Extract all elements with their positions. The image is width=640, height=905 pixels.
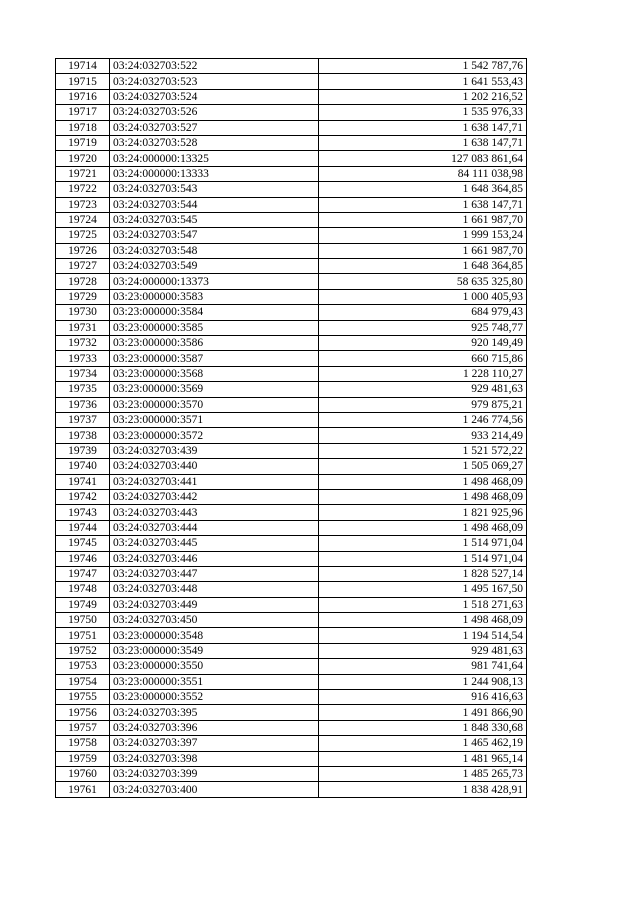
value-cell: 1 481 965,14 <box>319 751 527 766</box>
cadastral-number-cell: 03:24:032703:439 <box>110 443 319 458</box>
table-row <box>56 120 527 135</box>
value-cell: 1 638 147,71 <box>319 135 527 150</box>
table-row <box>56 135 527 150</box>
value-cell: 1 999 153,24 <box>319 228 527 243</box>
table-row <box>56 274 527 289</box>
row-number-cell: 19755 <box>56 690 110 705</box>
cadastral-number-cell: 03:24:032703:522 <box>110 59 319 74</box>
table-row <box>56 659 527 674</box>
cadastral-number-cell: 03:24:032703:443 <box>110 505 319 520</box>
cadastral-number-cell: 03:24:032703:547 <box>110 228 319 243</box>
cadastral-number-cell: 03:24:032703:528 <box>110 135 319 150</box>
row-number-cell: 19720 <box>56 151 110 166</box>
row-number-cell: 19734 <box>56 366 110 381</box>
cadastral-number-cell: 03:23:000000:3584 <box>110 305 319 320</box>
row-number-cell: 19727 <box>56 259 110 274</box>
row-number-cell: 19751 <box>56 628 110 643</box>
row-number-cell: 19748 <box>56 582 110 597</box>
cadastral-value-table <box>55 58 527 798</box>
table-row <box>56 105 527 120</box>
row-number-cell: 19725 <box>56 228 110 243</box>
row-number-cell: 19758 <box>56 736 110 751</box>
row-number-cell: 19726 <box>56 243 110 258</box>
value-cell: 929 481,63 <box>319 643 527 658</box>
value-cell: 84 111 038,98 <box>319 166 527 181</box>
value-cell: 1 661 987,70 <box>319 212 527 227</box>
table-row <box>56 582 527 597</box>
cadastral-number-cell: 03:23:000000:3583 <box>110 289 319 304</box>
value-cell: 1 638 147,71 <box>319 197 527 212</box>
value-cell: 1 535 976,33 <box>319 105 527 120</box>
cadastral-number-cell: 03:24:032703:440 <box>110 459 319 474</box>
table-row <box>56 566 527 581</box>
value-cell: 1 228 110,27 <box>319 366 527 381</box>
table-row <box>56 520 527 535</box>
cadastral-number-cell: 03:24:000000:13333 <box>110 166 319 181</box>
value-cell: 1 465 462,19 <box>319 736 527 751</box>
cadastral-number-cell: 03:24:032703:448 <box>110 582 319 597</box>
cadastral-number-cell: 03:23:000000:3569 <box>110 382 319 397</box>
row-number-cell: 19731 <box>56 320 110 335</box>
value-cell: 979 875,21 <box>319 397 527 412</box>
table-row <box>56 536 527 551</box>
cadastral-number-cell: 03:24:032703:450 <box>110 613 319 628</box>
cadastral-number-cell: 03:24:032703:441 <box>110 474 319 489</box>
value-cell: 929 481,63 <box>319 382 527 397</box>
table-row <box>56 212 527 227</box>
row-number-cell: 19742 <box>56 489 110 504</box>
row-number-cell: 19737 <box>56 412 110 427</box>
table-row <box>56 690 527 705</box>
value-cell: 1 194 514,54 <box>319 628 527 643</box>
value-cell: 684 979,43 <box>319 305 527 320</box>
table-row <box>56 628 527 643</box>
value-cell: 981 741,64 <box>319 659 527 674</box>
cadastral-number-cell: 03:24:032703:397 <box>110 736 319 751</box>
table-row <box>56 243 527 258</box>
cadastral-number-cell: 03:24:032703:449 <box>110 597 319 612</box>
table-row <box>56 366 527 381</box>
cadastral-number-cell: 03:23:000000:3548 <box>110 628 319 643</box>
table-row <box>56 643 527 658</box>
row-number-cell: 19718 <box>56 120 110 135</box>
value-cell: 1 514 971,04 <box>319 551 527 566</box>
table-row <box>56 259 527 274</box>
row-number-cell: 19724 <box>56 212 110 227</box>
cadastral-number-cell: 03:24:032703:523 <box>110 74 319 89</box>
row-number-cell: 19754 <box>56 674 110 689</box>
cadastral-number-cell: 03:24:032703:524 <box>110 89 319 104</box>
row-number-cell: 19752 <box>56 643 110 658</box>
table-body <box>56 59 527 798</box>
cadastral-number-cell: 03:24:032703:445 <box>110 536 319 551</box>
row-number-cell: 19741 <box>56 474 110 489</box>
cadastral-number-cell: 03:24:032703:446 <box>110 551 319 566</box>
table-row <box>56 166 527 181</box>
cadastral-number-cell: 03:23:000000:3551 <box>110 674 319 689</box>
row-number-cell: 19753 <box>56 659 110 674</box>
cadastral-number-cell: 03:23:000000:3549 <box>110 643 319 658</box>
value-cell: 1 498 468,09 <box>319 489 527 504</box>
row-number-cell: 19714 <box>56 59 110 74</box>
cadastral-number-cell: 03:24:032703:395 <box>110 705 319 720</box>
row-number-cell: 19729 <box>56 289 110 304</box>
value-cell: 1 498 468,09 <box>319 613 527 628</box>
value-cell: 1 521 572,22 <box>319 443 527 458</box>
cadastral-number-cell: 03:24:032703:399 <box>110 766 319 781</box>
value-cell: 1 518 271,63 <box>319 597 527 612</box>
table-row <box>56 705 527 720</box>
value-cell: 916 416,63 <box>319 690 527 705</box>
value-cell: 1 661 987,70 <box>319 243 527 258</box>
row-number-cell: 19756 <box>56 705 110 720</box>
value-cell: 660 715,86 <box>319 351 527 366</box>
cadastral-number-cell: 03:23:000000:3572 <box>110 428 319 443</box>
value-cell: 1 498 468,09 <box>319 474 527 489</box>
value-cell: 1 648 364,85 <box>319 182 527 197</box>
cadastral-number-cell: 03:24:032703:527 <box>110 120 319 135</box>
row-number-cell: 19723 <box>56 197 110 212</box>
row-number-cell: 19740 <box>56 459 110 474</box>
table-row <box>56 74 527 89</box>
value-cell: 1 495 167,50 <box>319 582 527 597</box>
row-number-cell: 19733 <box>56 351 110 366</box>
table-row <box>56 397 527 412</box>
table-row <box>56 613 527 628</box>
row-number-cell: 19759 <box>56 751 110 766</box>
cadastral-number-cell: 03:23:000000:3568 <box>110 366 319 381</box>
table-row <box>56 551 527 566</box>
row-number-cell: 19749 <box>56 597 110 612</box>
row-number-cell: 19750 <box>56 613 110 628</box>
table-row <box>56 474 527 489</box>
cadastral-number-cell: 03:24:032703:444 <box>110 520 319 535</box>
value-cell: 1 848 330,68 <box>319 720 527 735</box>
table-row <box>56 766 527 781</box>
table-row <box>56 305 527 320</box>
table-row <box>56 459 527 474</box>
cadastral-number-cell: 03:23:000000:3585 <box>110 320 319 335</box>
value-cell: 1 505 069,27 <box>319 459 527 474</box>
row-number-cell: 19728 <box>56 274 110 289</box>
table-row <box>56 751 527 766</box>
row-number-cell: 19717 <box>56 105 110 120</box>
table-row <box>56 151 527 166</box>
cadastral-number-cell: 03:23:000000:3550 <box>110 659 319 674</box>
cadastral-number-cell: 03:23:000000:3552 <box>110 690 319 705</box>
value-cell: 127 083 861,64 <box>319 151 527 166</box>
value-cell: 1 648 364,85 <box>319 259 527 274</box>
table-row <box>56 382 527 397</box>
value-cell: 925 748,77 <box>319 320 527 335</box>
value-cell: 1 641 553,43 <box>319 74 527 89</box>
cadastral-number-cell: 03:24:032703:447 <box>110 566 319 581</box>
cadastral-number-cell: 03:23:000000:3586 <box>110 336 319 351</box>
table-row <box>56 197 527 212</box>
cadastral-number-cell: 03:24:032703:545 <box>110 212 319 227</box>
cadastral-number-cell: 03:24:032703:400 <box>110 782 319 797</box>
table-row <box>56 782 527 797</box>
row-number-cell: 19716 <box>56 89 110 104</box>
row-number-cell: 19735 <box>56 382 110 397</box>
cadastral-number-cell: 03:24:032703:442 <box>110 489 319 504</box>
table-row <box>56 597 527 612</box>
cadastral-number-cell: 03:24:032703:544 <box>110 197 319 212</box>
cadastral-number-cell: 03:23:000000:3571 <box>110 412 319 427</box>
cadastral-number-cell: 03:24:032703:526 <box>110 105 319 120</box>
value-cell: 1 638 147,71 <box>319 120 527 135</box>
row-number-cell: 19744 <box>56 520 110 535</box>
value-cell: 58 635 325,80 <box>319 274 527 289</box>
value-cell: 1 491 866,90 <box>319 705 527 720</box>
row-number-cell: 19761 <box>56 782 110 797</box>
cadastral-number-cell: 03:24:000000:13373 <box>110 274 319 289</box>
row-number-cell: 19719 <box>56 135 110 150</box>
row-number-cell: 19757 <box>56 720 110 735</box>
row-number-cell: 19736 <box>56 397 110 412</box>
table-row <box>56 228 527 243</box>
value-cell: 920 149,49 <box>319 336 527 351</box>
row-number-cell: 19722 <box>56 182 110 197</box>
value-cell: 1 514 971,04 <box>319 536 527 551</box>
value-cell: 1 498 468,09 <box>319 520 527 535</box>
table-row <box>56 351 527 366</box>
row-number-cell: 19746 <box>56 551 110 566</box>
value-cell: 1 828 527,14 <box>319 566 527 581</box>
row-number-cell: 19745 <box>56 536 110 551</box>
cadastral-number-cell: 03:24:032703:548 <box>110 243 319 258</box>
row-number-cell: 19747 <box>56 566 110 581</box>
value-cell: 1 485 265,73 <box>319 766 527 781</box>
row-number-cell: 19721 <box>56 166 110 181</box>
value-cell: 1 202 216,52 <box>319 89 527 104</box>
value-cell: 933 214,49 <box>319 428 527 443</box>
table-row <box>56 59 527 74</box>
cadastral-number-cell: 03:24:000000:13325 <box>110 151 319 166</box>
table-row <box>56 428 527 443</box>
table-row <box>56 182 527 197</box>
table-row <box>56 289 527 304</box>
value-cell: 1 246 774,56 <box>319 412 527 427</box>
cadastral-number-cell: 03:24:032703:398 <box>110 751 319 766</box>
row-number-cell: 19738 <box>56 428 110 443</box>
value-cell: 1 542 787,76 <box>319 59 527 74</box>
table-row <box>56 89 527 104</box>
cadastral-number-cell: 03:24:032703:549 <box>110 259 319 274</box>
value-cell: 1 838 428,91 <box>319 782 527 797</box>
table-row <box>56 412 527 427</box>
table-row <box>56 489 527 504</box>
row-number-cell: 19730 <box>56 305 110 320</box>
table-row <box>56 336 527 351</box>
table-row <box>56 505 527 520</box>
table-row <box>56 720 527 735</box>
row-number-cell: 19743 <box>56 505 110 520</box>
cadastral-number-cell: 03:23:000000:3587 <box>110 351 319 366</box>
value-cell: 1 000 405,93 <box>319 289 527 304</box>
value-cell: 1 821 925,96 <box>319 505 527 520</box>
table-row <box>56 736 527 751</box>
cadastral-number-cell: 03:24:032703:543 <box>110 182 319 197</box>
table-row <box>56 674 527 689</box>
row-number-cell: 19715 <box>56 74 110 89</box>
table-row <box>56 320 527 335</box>
row-number-cell: 19739 <box>56 443 110 458</box>
cadastral-number-cell: 03:24:032703:396 <box>110 720 319 735</box>
cadastral-number-cell: 03:23:000000:3570 <box>110 397 319 412</box>
row-number-cell: 19760 <box>56 766 110 781</box>
table-row <box>56 443 527 458</box>
row-number-cell: 19732 <box>56 336 110 351</box>
value-cell: 1 244 908,13 <box>319 674 527 689</box>
